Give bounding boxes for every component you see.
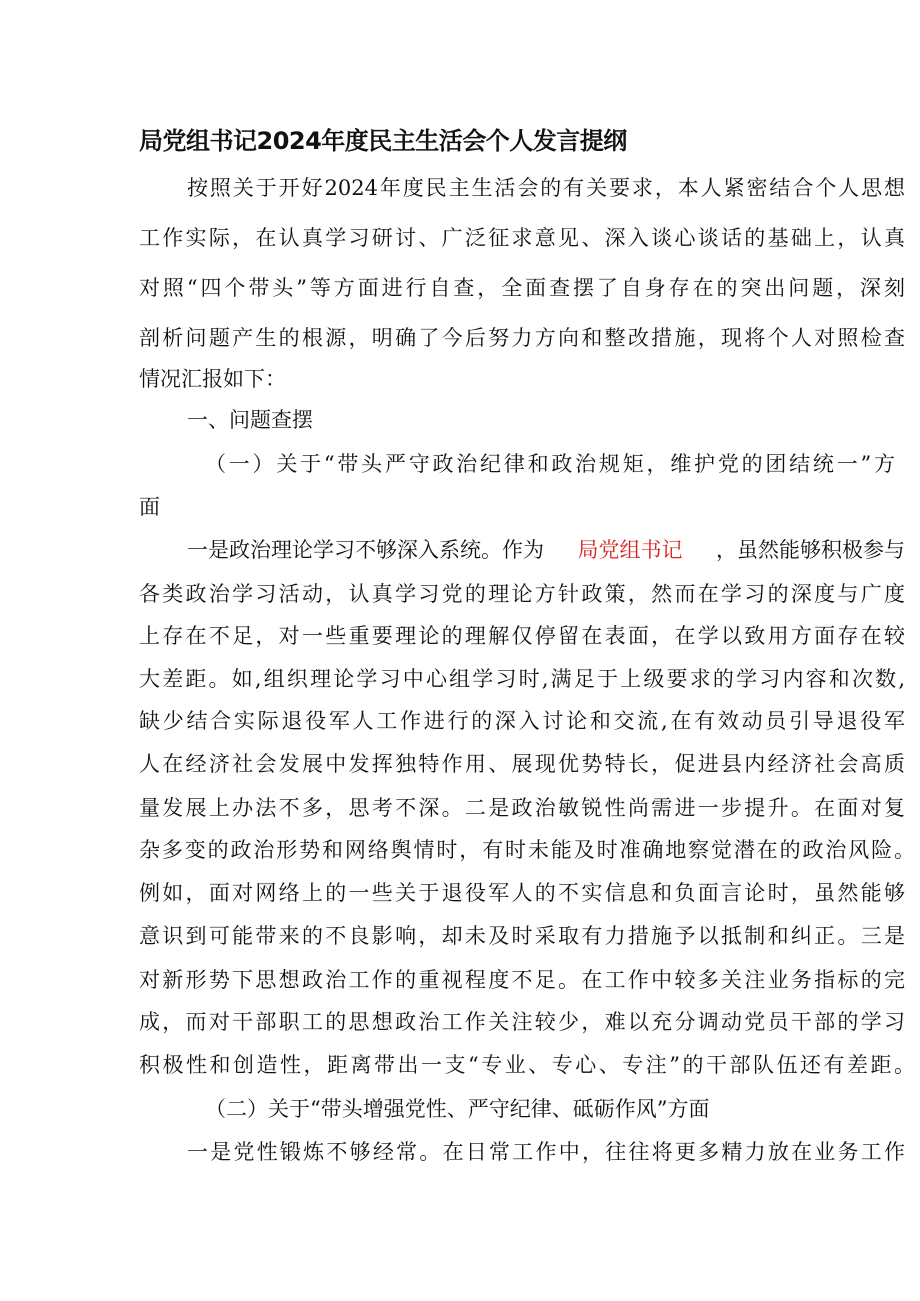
subsection-heading-continued: 面 [139, 495, 160, 519]
line-text-after: ，虽然能够积极参与 [716, 538, 905, 562]
section-heading: 一、问题查摆 [187, 408, 313, 432]
paragraph-line: 工作实际，在认真学习研讨、广泛征求意见、深入谈心谈话的基础上，认真 [139, 226, 905, 250]
paragraph-line: 大差距。如,组织理论学习中心组学习时,满足于上级要求的学习内容和次数, [139, 667, 905, 691]
highlighted-text: 局党组书记 [577, 538, 683, 562]
paragraph-line: 例如，面对网络上的一些关于退役军人的不实信息和负面言论时，虽然能够 [139, 881, 905, 905]
paragraph-line: 积极性和创造性，距离带出一支“专业、专心、专注”的干部队伍还有差距。 [139, 1053, 915, 1077]
paragraph-line: 对照“四个带头”等方面进行自查，全面查摆了自身存在的突出问题，深刻 [139, 276, 905, 300]
subsection-heading: （二）关于“带头增强党性、严守纪律、砥砺作风”方面 [205, 1097, 710, 1121]
paragraph-line: 成，而对干部职工的思想政治工作关注较少，难以充分调动党员干部的学习 [139, 1010, 905, 1034]
paragraph-line: 上存在不足，对一些重要理论的理解仅停留在表面，在学以致用方面存在较 [139, 624, 905, 648]
line-text-before: 一是政治理论学习不够深入系统。作为 [187, 538, 544, 562]
paragraph-line: 情况汇报如下： [139, 367, 286, 391]
subsection-heading: （一）关于“带头严守政治纪律和政治规矩，维护党的团结统一”方 [205, 452, 895, 476]
paragraph-line: 量发展上办法不多，思考不深。二是政治敏锐性尚需进一步提升。在面对复 [139, 796, 905, 820]
paragraph-line-with-highlight [187, 530, 905, 570]
paragraph-line: 缺少结合实际退役军人工作进行的深入讨论和交流,在有效动员引导退役军 [139, 709, 905, 733]
paragraph-line: 剖析问题产生的根源，明确了今后努力方向和整改措施，现将个人对照检查 [139, 326, 905, 350]
paragraph-line: 按照关于开好2024年度民主生活会的有关要求，本人紧密结合个人思想 [187, 176, 905, 200]
paragraph-line: 人在经济社会发展中发挥独特作用、展现优势特长，促进县内经济社会高质 [139, 752, 905, 776]
paragraph-line: 一是党性锻炼不够经常。在日常工作中，往往将更多精力放在业务工作 [187, 1140, 905, 1164]
paragraph-line: 杂多变的政治形势和网络舆情时，有时未能及时准确地察觉潜在的政治风险。 [139, 838, 915, 862]
document-title: 局党组书记2024年度民主生活会个人发言提纲 [139, 127, 627, 155]
paragraph-line: 各类政治学习活动，认真学习党的理论方针政策，然而在学习的深度与广度 [139, 582, 905, 606]
paragraph-line: 意识到可能带来的不良影响，却未及时采取有力措施予以抵制和纠正。三是 [139, 924, 905, 948]
paragraph-line: 对新形势下思想政治工作的重视程度不足。在工作中较多关注业务指标的完 [139, 968, 905, 992]
